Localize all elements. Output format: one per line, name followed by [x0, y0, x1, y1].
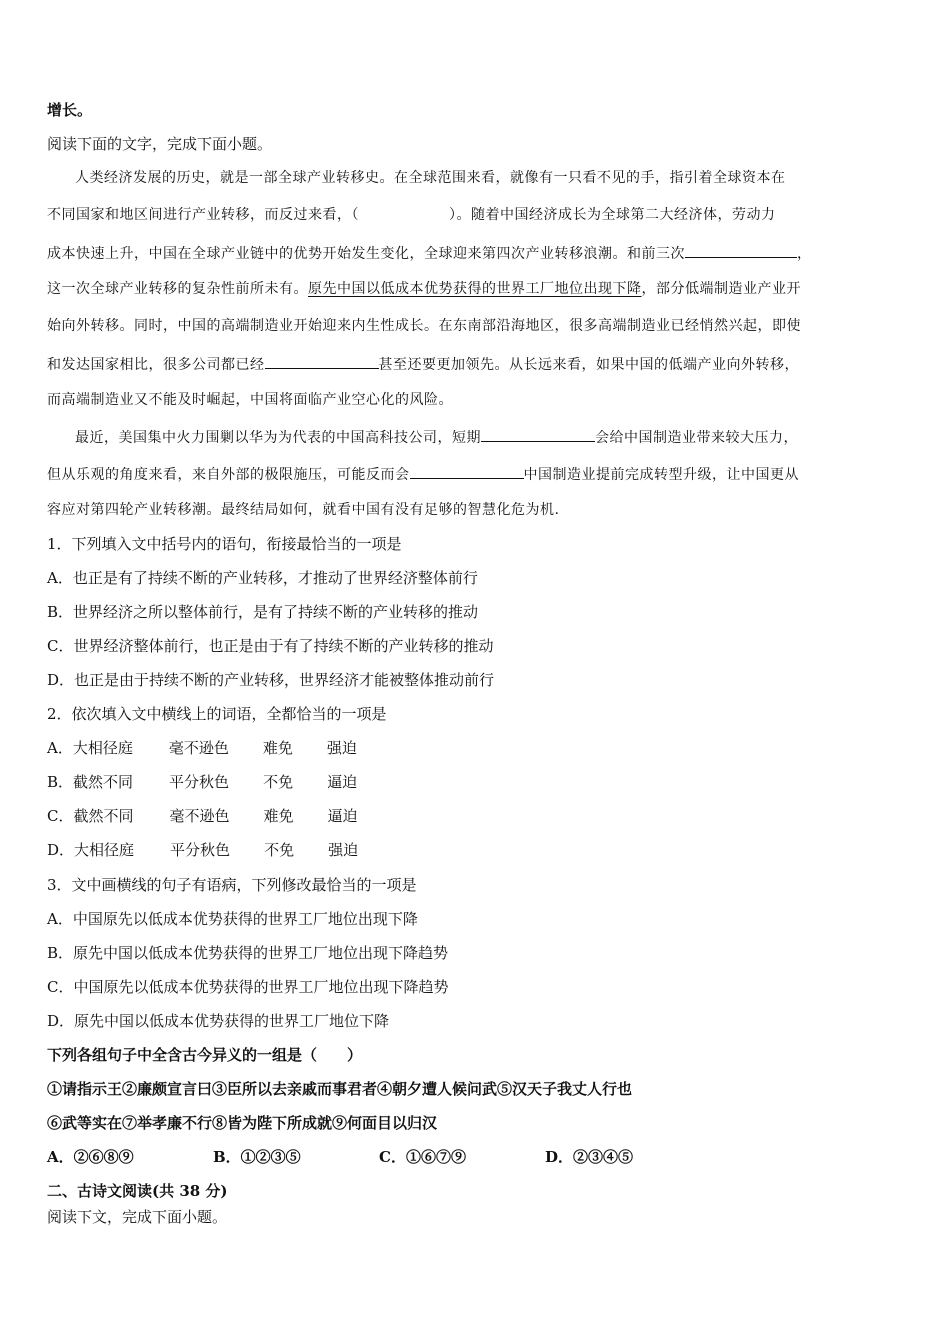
- question-1-stem: 1．下列填入文中括号内的语句，衔接最恰当的一项是: [47, 535, 402, 553]
- section-2-instruction: 阅读下文，完成下面小题。: [47, 1208, 228, 1226]
- q4-sentences-line-1: ①请指示王②廉颇宣言曰③臣所以去亲戚而事君者④朝夕遭人候问武⑤汉天子我丈人行也: [47, 1080, 633, 1098]
- fill-blank: [410, 463, 524, 479]
- passage-line: 但从乐观的角度来看，来自外部的极限施压，可能反而会 中国制造业提前完成转型升级，让中国更从: [47, 463, 799, 485]
- passage-line: 容应对第四轮产业转移潮。最终结局如何，就看中国有没有足够的智慧化危为机.: [47, 502, 560, 518]
- q4-option-a[interactable]: A．②⑥⑧⑨: [47, 1148, 134, 1166]
- passage-line: 不同国家和地区间进行产业转移，而反过来看，（ ）。随着中国经济成长为全球第二大经济体，劳动力: [47, 207, 776, 223]
- fill-blank: [265, 353, 379, 369]
- section-2-title: 二、古诗文阅读(共 38 分): [47, 1182, 228, 1200]
- passage-line: 和发达国家相比，很多公司都已经 甚至还要更加领先。从长远来看，如果中国的低端产业向外转移，: [47, 353, 799, 375]
- q3-option-d[interactable]: D．原先中国以低成本优势获得的世界工厂地位下降: [47, 1012, 390, 1030]
- passage-line: 始向外转移。同时，中国的高端制造业开始迎来内生性成长。在东南部沿海地区，很多高端制造业已经悄然兴起，即使: [47, 318, 801, 334]
- q4-sentences-line-2: ⑥武等实在⑦举孝廉不行⑧皆为陛下所成就⑨何面目以归汉: [47, 1114, 438, 1132]
- q4-option-d[interactable]: D．②③④⑤: [545, 1148, 634, 1166]
- continuation-text: 增长。: [47, 101, 93, 119]
- q3-option-a[interactable]: A．中国原先以低成本优势获得的世界工厂地位出现下降: [47, 910, 418, 928]
- q4-option-c[interactable]: C．①⑥⑦⑨: [379, 1148, 466, 1166]
- reading-instruction: 阅读下面的文字，完成下面小题。: [47, 135, 273, 153]
- q1-option-a[interactable]: A．也正是有了持续不断的产业转移，才推动了世界经济整体前行: [47, 569, 478, 587]
- q1-option-b[interactable]: B．世界经济之所以整体前行，是有了持续不断的产业转移的推动: [47, 603, 479, 621]
- passage-line: 而高端制造业又不能及时崛起，中国将面临产业空心化的风险。: [47, 392, 453, 408]
- question-2-stem: 2．依次填入文中横线上的词语，全都恰当的一项是: [47, 705, 387, 723]
- question-3-stem: 3．文中画横线的句子有语病，下列修改最恰当的一项是: [47, 876, 417, 894]
- q1-option-c[interactable]: C．世界经济整体前行，也正是由于有了持续不断的产业转移的推动: [47, 637, 494, 655]
- passage-line: 人类经济发展的历史，就是一部全球产业转移史。在全球范围来看，就像有一只看不见的手，指引着全球资本在: [75, 170, 786, 186]
- q2-option-b[interactable]: B．截然不同 平分秋色 不免 逼迫: [47, 773, 358, 791]
- q2-option-a[interactable]: A．大相径庭 毫不逊色 难免 强迫: [47, 739, 357, 757]
- fill-blank: [685, 242, 797, 258]
- q4-options: [47, 1147, 711, 1167]
- underlined-sentence: 原先中国以低成本优势获得的世界工厂地位出现下降: [308, 281, 642, 297]
- passage-line: 成本快速上升，中国在全球产业链中的优势开始发生变化，全球迎来第四次产业转移浪潮。和前三次 ，: [47, 242, 812, 264]
- fill-blank: [481, 426, 595, 442]
- q4-option-b[interactable]: B．①②③⑤: [213, 1148, 301, 1166]
- q2-option-c[interactable]: C．截然不同 毫不逊色 难免 逼迫: [47, 807, 358, 825]
- q1-option-d[interactable]: D．也正是由于持续不断的产业转移，世界经济才能被整体推动前行: [47, 671, 495, 689]
- question-4-stem: 下列各组句子中全含古今异义的一组是（ ）: [47, 1046, 363, 1064]
- q3-option-c[interactable]: C．中国原先以低成本优势获得的世界工厂地位出现下降趋势: [47, 978, 449, 996]
- passage-line: 这一次全球产业转移的复杂性前所未有。原先中国以低成本优势获得的世界工厂地位出现下降，部分低端制造业产业开: [47, 281, 801, 297]
- q3-option-b[interactable]: B．原先中国以低成本优势获得的世界工厂地位出现下降趋势: [47, 944, 449, 962]
- passage-line: 最近，美国集中火力围剿以华为为代表的中国高科技公司，短期 会给中国制造业带来较大压力，: [47, 426, 798, 448]
- q2-option-d[interactable]: D．大相径庭 平分秋色 不免 强迫: [47, 841, 359, 859]
